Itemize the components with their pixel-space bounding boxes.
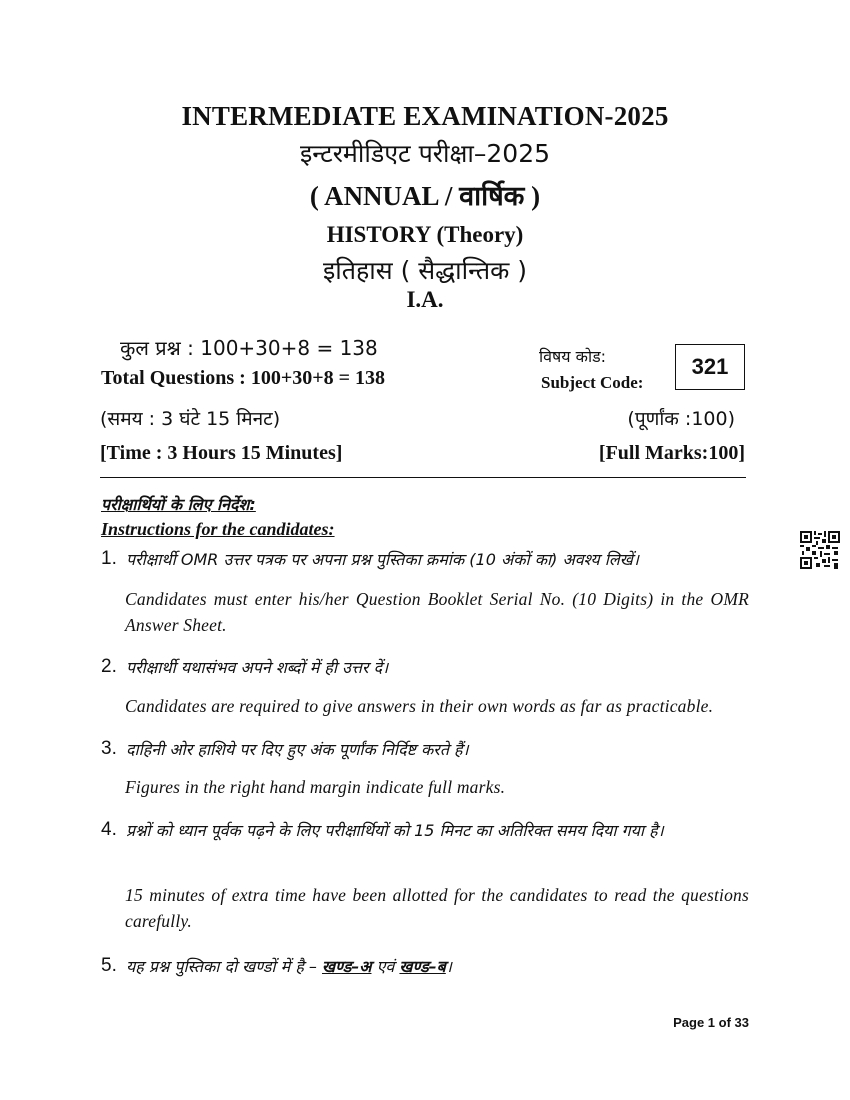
instruction-2-hi: परीक्षार्थी यथासंभव अपने शब्दों में ही उत्तर दें।	[126, 658, 389, 677]
qr-code-icon	[800, 531, 840, 569]
instruction-number: 5.	[101, 955, 117, 976]
instruction-3-hi: दाहिनी ओर हाशिये पर दिए हुए अंक पूर्णांक निर्दिष्ट करते हैं।	[126, 740, 469, 759]
exam-title-hi: इन्टरमीडिएट परीक्षा–2025	[299, 139, 551, 168]
instruction-3-en: Figures in the right hand margin indicate full marks.	[125, 777, 506, 797]
instruction-2-en: Candidates are required to give answers in their own words as far as practicable.	[125, 696, 714, 716]
full-marks-en: [Full Marks:100]	[598, 442, 745, 464]
instruction-5-hi	[126, 953, 750, 980]
instruction-number: 4.	[101, 819, 117, 840]
exam-type: ( ANNUAL / वार्षिक )	[309, 181, 541, 211]
instruction-number: 3.	[101, 738, 117, 759]
instructions-heading-hi: परीक्षार्थियों के लिए निर्देश:	[101, 495, 256, 514]
instruction-5-middle: एवं	[376, 957, 395, 976]
instruction-4-hi: प्रश्नों को ध्यान पूर्वक पढ़ने के लिए परीक्षार्थियों को 15 मिनट का अतिरिक्त समय दिया गया है।	[126, 821, 664, 840]
instruction-number: 1.	[101, 548, 117, 569]
total-questions-hi: कुल प्रश्न : 100+30+8 = 138	[120, 336, 378, 360]
instruction-1-en: Candidates must enter his/her Question Booklet Serial No. (10 Digits) in the OMR Answer Sheet.	[125, 589, 749, 635]
divider	[100, 477, 746, 478]
subject-code-label-en: Subject Code:	[541, 373, 644, 392]
page-number: Page 1 of 33	[673, 1015, 749, 1030]
section-a-label: खण्ड–अ	[322, 957, 372, 976]
full-marks-hi: (पूर्णांक :100)	[627, 408, 735, 430]
instruction-5-prefix: यह प्रश्न पुस्तिका दो खण्डों में है –	[126, 957, 317, 976]
stream-label: I.A.	[406, 287, 444, 312]
total-questions-en: Total Questions : 100+30+8 = 138	[101, 367, 386, 389]
time-hi: (समय : 3 घंटे 15 मिनट)	[100, 408, 281, 430]
instructions-heading-en: Instructions for the candidates:	[101, 519, 335, 539]
exam-title-en: INTERMEDIATE EXAMINATION-2025	[181, 101, 669, 131]
section-b-label: खण्ड–ब	[399, 957, 446, 976]
instruction-number: 2.	[101, 656, 117, 677]
instruction-5-suffix: ।	[445, 957, 452, 976]
instruction-1-hi: परीक्षार्थी OMR उत्तर पत्रक पर अपना प्रश्न पुस्तिका क्रमांक (10 अंकों का) अवश्य लिखें।	[126, 550, 639, 569]
subject-title-hi: इतिहास ( सैद्धान्तिक )	[323, 256, 527, 285]
instruction-4-en: 15 minutes of extra time have been allotted for the candidates to read the questions carefully.	[125, 885, 749, 931]
time-en: [Time : 3 Hours 15 Minutes]	[100, 442, 343, 464]
subject-code-box: 321	[675, 344, 745, 390]
subject-code-label-hi: विषय कोड:	[539, 347, 607, 366]
subject-title-en: HISTORY (Theory)	[326, 222, 524, 247]
